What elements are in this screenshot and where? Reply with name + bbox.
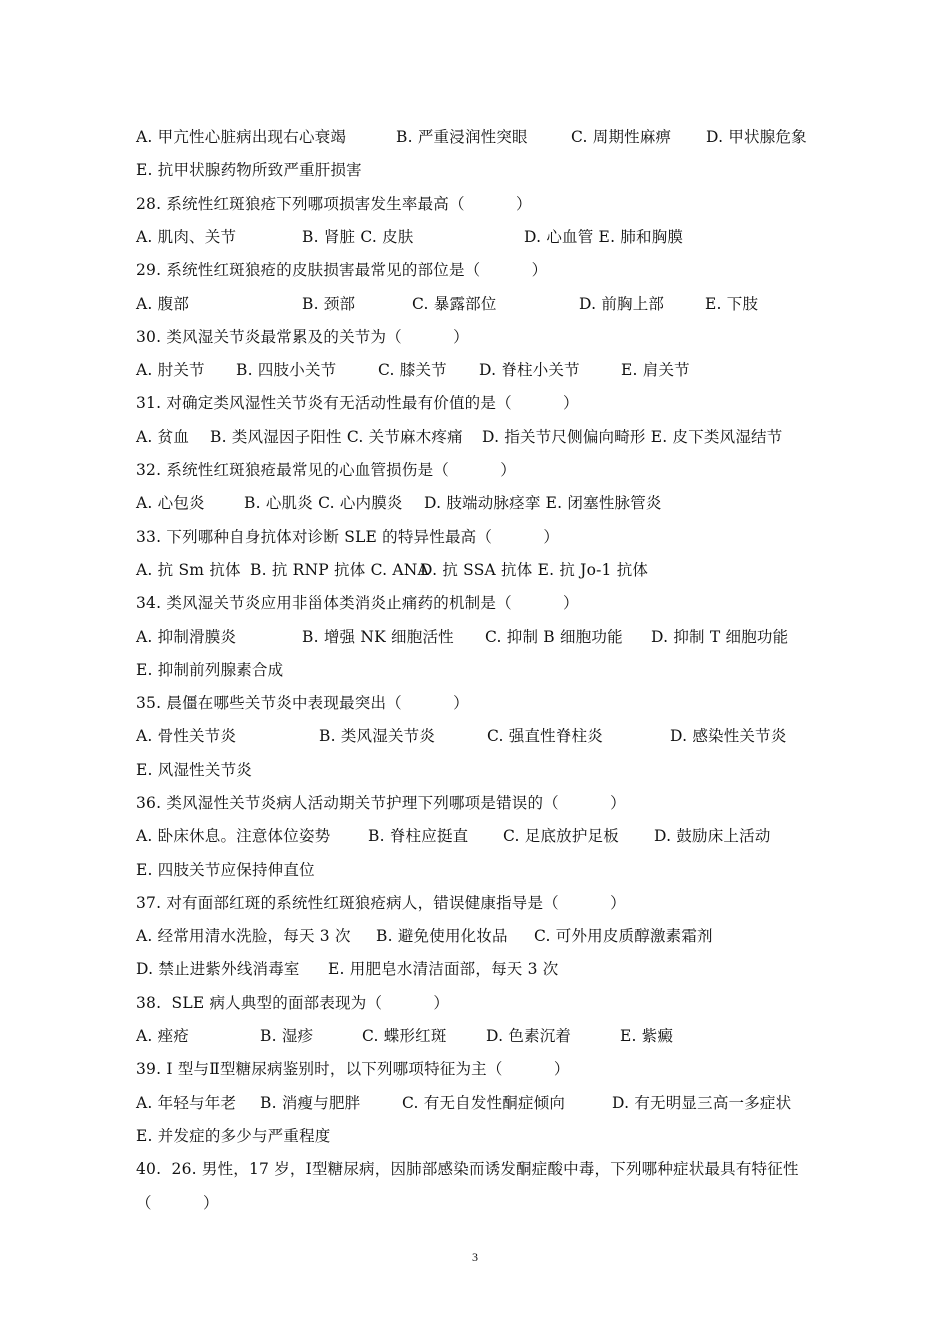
- option-text: A. 年轻与年老: [136, 1094, 237, 1112]
- option-text: A. 卧床休息。注意体位姿势: [136, 827, 331, 845]
- text-line: [136, 525, 826, 549]
- text-line: [136, 358, 826, 382]
- text-line: [136, 458, 826, 482]
- option-text: A. 抑制滑膜炎: [136, 628, 237, 646]
- text-line: [136, 858, 826, 882]
- option-text: A. 肘关节: [136, 361, 205, 379]
- text-line: [136, 225, 826, 249]
- line-text: 30. 类风湿关节炎最常累及的关节为（ ）: [136, 328, 469, 346]
- line-text: E. 抗甲状腺药物所致严重肝损害: [136, 161, 362, 179]
- text-line: [136, 425, 826, 449]
- option-text: B. 避免使用化妆品: [376, 927, 508, 945]
- line-text: 39. Ⅰ 型与Ⅱ型糖尿病鉴别时，以下列哪项特征为主（ ）: [136, 1060, 570, 1078]
- option-text: E. 肩关节: [621, 361, 690, 379]
- line-text: E. 四肢关节应保持伸直位: [136, 861, 315, 879]
- option-text: D. 肢端动脉痉挛 E. 闭塞性脉管炎: [424, 494, 662, 512]
- option-text: C. 暴露部位: [412, 295, 497, 313]
- option-text: B. 类风湿关节炎: [319, 727, 436, 745]
- text-line: [136, 625, 826, 649]
- option-text: D. 感染性关节炎: [670, 727, 787, 745]
- line-text: 31. 对确定类风湿性关节炎有无活动性最有价值的是（ ）: [136, 394, 579, 412]
- option-text: C. 可外用皮质醇激素霜剂: [534, 927, 713, 945]
- line-text: 28. 系统性红斑狼疮下列哪项损害发生率最高（ ）: [136, 195, 532, 213]
- option-text: D. 甲状腺危象: [706, 128, 807, 146]
- option-text: B. 四肢小关节: [236, 361, 337, 379]
- text-line: [136, 758, 826, 782]
- text-line: [136, 391, 826, 415]
- text-line: [136, 924, 826, 948]
- option-text: C. 强直性脊柱炎: [487, 727, 603, 745]
- option-text: A. 肌肉、关节: [136, 228, 237, 246]
- option-text: D. 鼓励床上活动: [654, 827, 771, 845]
- option-text: B. 湿疹: [260, 1027, 314, 1045]
- text-line: [136, 724, 826, 748]
- line-text: 40. 26. 男性，17 岁，Ⅰ型糖尿病，因肺部感染而诱发酮症酸中毒，下列哪种症状最具有特征性: [136, 1160, 799, 1178]
- option-text: C. 足底放护足板: [503, 827, 619, 845]
- text-line: [136, 325, 826, 349]
- option-text: B. 颈部: [302, 295, 356, 313]
- option-text: A. 抗 Sm 抗体: [136, 561, 241, 579]
- option-text: E. 紫癜: [620, 1027, 674, 1045]
- text-line: [136, 1091, 826, 1115]
- line-text: 37. 对有面部红斑的系统性红斑狼疮病人，错误健康指导是（ ）: [136, 894, 626, 912]
- option-text: D. 有无明显三高一多症状: [612, 1094, 792, 1112]
- line-text: 38. SLE 病人典型的面部表现为（ ）: [136, 994, 450, 1012]
- option-text: D. 抗 SSA 抗体 E. 抗 Jo-1 抗体: [420, 561, 649, 579]
- option-text: C. 膝关节: [378, 361, 447, 379]
- option-text: E. 用肥皂水清洁面部，每天 3 次: [328, 960, 559, 978]
- text-line: [136, 691, 826, 715]
- text-line: [136, 558, 826, 582]
- option-text: C. 有无自发性酮症倾向: [402, 1094, 566, 1112]
- option-text: B. 增强 NK 细胞活性: [302, 628, 454, 646]
- line-text: 35. 晨僵在哪些关节炎中表现最突出（ ）: [136, 694, 469, 712]
- option-text: B. 严重浸润性突眼: [396, 128, 528, 146]
- option-text: A. 经常用清水洗脸，每天 3 次: [136, 927, 351, 945]
- text-line: [136, 791, 826, 815]
- text-line: [136, 1124, 826, 1148]
- page-number: 3: [472, 1250, 478, 1264]
- option-text: B. 肾脏 C. 皮肤: [302, 228, 414, 246]
- option-text: D. 脊柱小关节: [479, 361, 580, 379]
- text-line: [136, 192, 826, 216]
- text-line: [136, 1057, 826, 1081]
- option-text: C. 蝶形红斑: [362, 1027, 447, 1045]
- option-text: B. 脊柱应挺直: [368, 827, 469, 845]
- option-text: B. 心肌炎 C. 心内膜炎: [244, 494, 403, 512]
- text-line: [136, 258, 826, 282]
- option-text: D. 前胸上部: [579, 295, 665, 313]
- option-text: C. 抑制 B 细胞功能: [485, 628, 623, 646]
- line-text: 29. 系统性红斑狼疮的皮肤损害最常见的部位是（ ）: [136, 261, 548, 279]
- line-text: 32. 系统性红斑狼疮最常见的心血管损伤是（ ）: [136, 461, 516, 479]
- text-line: [136, 158, 826, 182]
- line-text: 34. 类风湿关节炎应用非甾体类消炎止痛药的机制是（ ）: [136, 594, 579, 612]
- option-text: D. 心血管 E. 肺和胸膜: [524, 228, 684, 246]
- text-line: [136, 891, 826, 915]
- option-text: A. 腹部: [136, 295, 190, 313]
- option-text: B. 消瘦与肥胖: [260, 1094, 361, 1112]
- option-text: C. 周期性麻痹: [571, 128, 672, 146]
- line-text: 36. 类风湿性关节炎病人活动期关节护理下列哪项是错误的（ ）: [136, 794, 626, 812]
- option-text: A. 痤疮: [136, 1027, 190, 1045]
- line-text: 33. 下列哪种自身抗体对诊断 SLE 的特异性最高（ ）: [136, 528, 560, 546]
- text-line: [136, 591, 826, 615]
- option-text: E. 下肢: [705, 295, 759, 313]
- text-line: [136, 824, 826, 848]
- line-text: E. 并发症的多少与严重程度: [136, 1127, 331, 1145]
- text-line: [136, 658, 826, 682]
- option-text: A. 心包炎: [136, 494, 205, 512]
- option-text: B. 抗 RNP 抗体 C. ANA: [250, 561, 429, 579]
- text-line: [136, 491, 826, 515]
- option-text: A. 甲亢性心脏病出现右心衰竭: [136, 128, 347, 146]
- text-line: [136, 957, 826, 981]
- text-line: [136, 292, 826, 316]
- option-text: A. 贫血: [136, 428, 190, 446]
- option-text: D. 指关节尺侧偏向畸形 E. 皮下类风湿结节: [482, 428, 783, 446]
- text-line: [136, 125, 826, 149]
- option-text: B. 类风湿因子阳性 C. 关节麻木疼痛: [210, 428, 463, 446]
- text-line: [136, 1191, 826, 1215]
- line-text: E. 风湿性关节炎: [136, 761, 252, 779]
- option-text: A. 骨性关节炎: [136, 727, 237, 745]
- line-text: （ ）: [136, 1194, 219, 1212]
- option-text: D. 抑制 T 细胞功能: [651, 628, 789, 646]
- line-text: E. 抑制前列腺素合成: [136, 661, 284, 679]
- option-text: D. 禁止进紫外线消毒室: [136, 960, 300, 978]
- text-line: [136, 1024, 826, 1048]
- option-text: D. 色素沉着: [486, 1027, 572, 1045]
- text-line: [136, 1157, 826, 1181]
- text-line: [136, 991, 826, 1015]
